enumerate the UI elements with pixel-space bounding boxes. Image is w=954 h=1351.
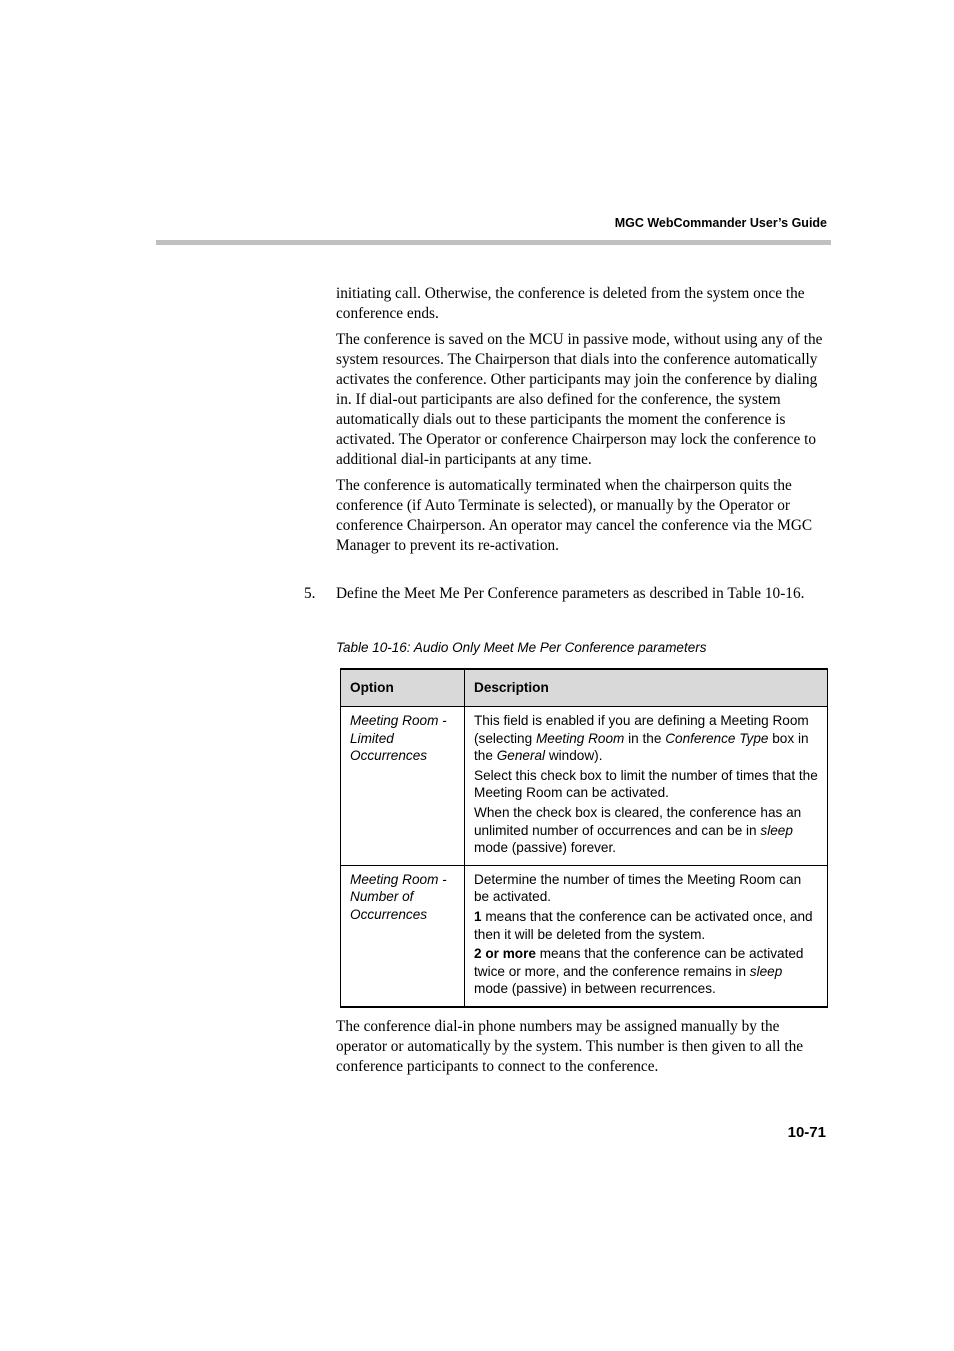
paragraph-dial-in-numbers: The conference dial-in phone numbers may be assigned manually by the operator or automatically by the system. This number is then given to all the conference participants to connect to the conference. — [336, 1018, 804, 1075]
page-number: 10-71 — [787, 1124, 826, 1141]
paragraph-continuation: initiating call. Otherwise, the conference is deleted from the system once the conference ends. — [336, 285, 805, 322]
paragraph-passive-mode: The conference is saved on the MCU in passive mode, without using any of the system resources. The Chairperson that dials into the conference automatically activates the conference. Other participants may join the conference by dialing in. If dial-out participants are also defined for the conference, the system automatically dials out to these participants the moment the conference is activated. The Operator or conference Chairperson may lock the conference to additional dial-in participants at any time. — [336, 331, 823, 468]
table-caption: Table 10-16: Audio Only Meet Me Per Conference parameters — [336, 640, 707, 655]
option-cell: Meeting Room - Limited Occurrences — [341, 707, 465, 866]
body-text-bottom — [336, 1017, 828, 1083]
running-header: MGC WebCommander User’s Guide — [614, 216, 827, 230]
body-text-top — [336, 284, 828, 562]
header-rule — [156, 240, 831, 245]
column-header-option: Option — [341, 669, 465, 707]
description-cell — [465, 707, 828, 866]
parameters-table — [340, 668, 828, 1008]
description-line: 2 or more means that the conference can be activated twice or more, and the conference remains in sleep mode (passive) in between recurrences. — [474, 946, 804, 997]
step-number: 5. — [304, 585, 316, 602]
description-line: This field is enabled if you are defining a Meeting Room (selecting Meeting Room in the Conference Type box in the General window). — [474, 713, 809, 764]
description-line: 1 means that the conference can be activated once, and then it will be deleted from the system. — [474, 908, 813, 942]
step-instruction: Define the Meet Me Per Conference parameters as described in Table 10-16. — [336, 585, 805, 602]
description-cell — [465, 865, 828, 1007]
paragraph-termination: The conference is automatically terminated when the chairperson quits the conference (if Auto Terminate is selected), or manually by the Operator or conference Chairperson. An operator may cancel the conference via the MGC Manager to prevent its re-activation. — [336, 477, 813, 554]
step-text — [336, 584, 828, 610]
column-header-description: Description — [465, 669, 828, 707]
table-row — [341, 865, 828, 1007]
option-cell: Meeting Room - Number of Occurrences — [341, 865, 465, 1007]
description-line: When the check box is cleared, the conference has an unlimited number of occurrences and can be in sleep mode (passive) forever. — [474, 804, 802, 856]
description-line: Determine the number of times the Meeting Room can be activated. — [474, 871, 802, 905]
table-header-row — [341, 669, 828, 707]
table-row — [341, 707, 828, 866]
description-line: Select this check box to limit the number of times that the Meeting Room can be activated. — [474, 767, 818, 801]
